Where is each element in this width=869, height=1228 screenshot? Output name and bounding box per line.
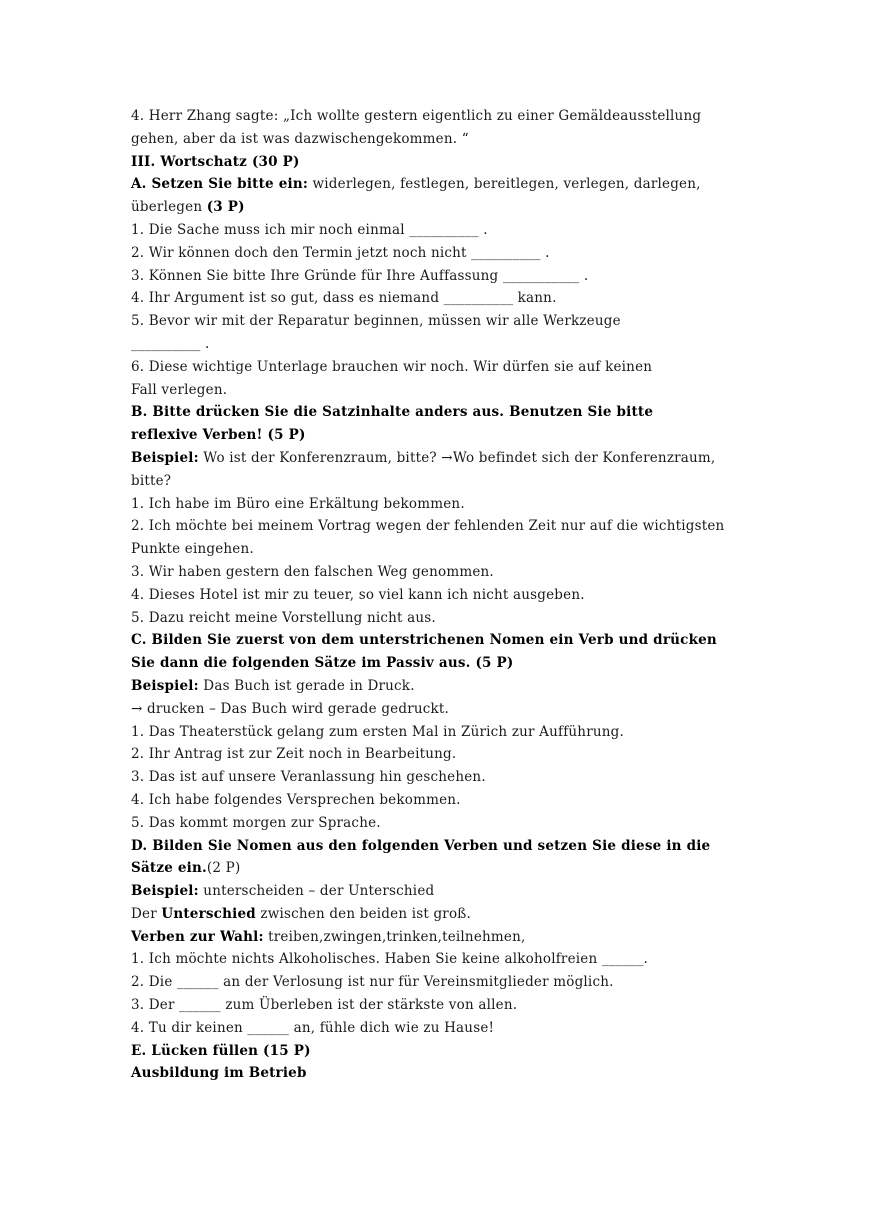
plain-text: (2 P) xyxy=(206,860,241,877)
text-line xyxy=(131,835,751,858)
plain-text: 4. Herr Zhang sagte: „Ich wollte gestern eigentlich zu einer Gemäldeausstellung xyxy=(131,108,702,124)
text-line xyxy=(131,994,751,1017)
plain-text: 2. Die ______ an der Verlosung ist nur für Vereinsmitglieder möglich. xyxy=(131,974,614,991)
plain-text: 1. Das Theaterstück gelang zum ersten Mal in Zürich zur Aufführung. xyxy=(131,723,624,740)
text-line xyxy=(131,424,751,447)
plain-text: Fall verlegen. xyxy=(131,381,228,398)
plain-text: Wo ist der Konferenzraum, bitte? →Wo befindet sich der Konferenzraum, xyxy=(198,449,716,466)
bold-text: C. Bilden Sie zuerst von dem unterstrichenen Nomen ein Verb und drücken xyxy=(131,632,717,649)
text-line xyxy=(131,493,751,516)
plain-text: 5. Dazu reicht meine Vorstellung nicht aus. xyxy=(131,609,436,626)
text-line xyxy=(131,242,751,265)
document-page xyxy=(131,105,751,1085)
bold-text: Unterschied xyxy=(161,905,256,922)
bold-text: Sätze ein. xyxy=(131,860,207,877)
plain-text: Das Buch ist gerade in Druck. xyxy=(198,677,415,694)
bold-text: Beispiel: xyxy=(131,883,199,900)
text-line xyxy=(131,379,751,402)
bold-text: Beispiel: xyxy=(131,449,199,466)
bold-text: Verben zur Wahl: xyxy=(131,928,264,945)
text-line xyxy=(131,1062,751,1085)
text-line xyxy=(131,903,751,926)
text-line xyxy=(131,151,751,174)
text-line xyxy=(131,287,751,310)
text-line xyxy=(131,447,751,470)
text-line xyxy=(131,926,751,949)
bold-text: reflexive Verben! (5 P) xyxy=(131,427,306,444)
text-line xyxy=(131,515,751,538)
plain-text: 4. Tu dir keinen ______ an, fühle dich wie zu Hause! xyxy=(131,1019,495,1036)
text-line xyxy=(131,789,751,812)
plain-text: treiben,zwingen,trinken,teilnehmen, xyxy=(263,928,526,945)
text-line xyxy=(131,310,751,333)
text-line xyxy=(131,698,751,721)
text-line xyxy=(131,629,751,652)
plain-text: 2. Wir können doch den Termin jetzt noch nicht __________ . xyxy=(131,244,550,261)
plain-text: 2. Ihr Antrag ist zur Zeit noch in Bearbeitung. xyxy=(131,746,457,763)
plain-text: überlegen xyxy=(131,199,207,216)
plain-text: Der xyxy=(131,905,162,922)
bold-text: D. Bilden Sie Nomen aus den folgenden Verben und setzen Sie diese in die xyxy=(131,837,711,854)
plain-text: bitte? xyxy=(131,472,172,489)
text-line xyxy=(131,721,751,744)
text-line xyxy=(131,219,751,242)
text-line xyxy=(131,196,751,219)
text-line xyxy=(131,812,751,835)
plain-text: 3. Der ______ zum Überleben ist der stärkste von allen. xyxy=(131,997,518,1014)
plain-text: 1. Die Sache muss ich mir noch einmal __________ . xyxy=(131,221,488,238)
text-line xyxy=(131,971,751,994)
text-line xyxy=(131,356,751,379)
text-line xyxy=(131,857,751,880)
plain-text: 4. Ihr Argument ist so gut, dass es niemand __________ kann. xyxy=(131,290,557,307)
text-line xyxy=(131,743,751,766)
text-line xyxy=(131,948,751,971)
text-line xyxy=(131,675,751,698)
bold-text: Sie dann die folgenden Sätze im Passiv aus. (5 P) xyxy=(131,655,514,672)
plain-text: widerlegen, festlegen, bereitlegen, verlegen, darlegen, xyxy=(308,176,701,193)
plain-text: zwischen den beiden ist groß. xyxy=(255,905,472,922)
text-line xyxy=(131,652,751,675)
text-line xyxy=(131,561,751,584)
plain-text: __________ . xyxy=(131,335,210,352)
text-line xyxy=(131,766,751,789)
plain-text: 1. Ich habe im Büro eine Erkältung bekommen. xyxy=(131,495,465,512)
plain-text: Punkte eingehen. xyxy=(131,541,254,558)
plain-text: 3. Das ist auf unsere Veranlassung hin geschehen. xyxy=(131,769,486,786)
bold-text: E. Lücken füllen (15 P) xyxy=(131,1042,311,1059)
plain-text: → drucken – Das Buch wird gerade gedruckt. xyxy=(131,700,449,717)
plain-text: 3. Wir haben gestern den falschen Weg genommen. xyxy=(131,563,494,580)
plain-text: 5. Bevor wir mit der Reparatur beginnen, müssen wir alle Werkzeuge xyxy=(131,313,621,330)
text-line xyxy=(131,470,751,493)
plain-text: 6. Diese wichtige Unterlage brauchen wir noch. Wir dürfen sie auf keinen xyxy=(131,358,653,375)
text-line xyxy=(131,1017,751,1040)
plain-text: 4. Ich habe folgendes Versprechen bekommen. xyxy=(131,791,461,808)
bold-text: III. Wortschatz (30 P) xyxy=(131,153,300,170)
plain-text: 3. Können Sie bitte Ihre Gründe für Ihre Auffassung ___________ . xyxy=(131,267,589,284)
text-line xyxy=(131,538,751,561)
bold-text: (3 P) xyxy=(206,199,245,216)
text-line xyxy=(131,105,751,128)
bold-text: B. Bitte drücken Sie die Satzinhalte anders aus. Benutzen Sie bitte xyxy=(131,404,654,421)
plain-text: unterscheiden – der Unterschied xyxy=(198,883,435,900)
text-line xyxy=(131,265,751,288)
plain-text: 4. Dieses Hotel ist mir zu teuer, so viel kann ich nicht ausgeben. xyxy=(131,586,585,603)
text-line xyxy=(131,584,751,607)
plain-text: gehen, aber da ist was dazwischengekommen. “ xyxy=(131,130,469,147)
plain-text: 5. Das kommt morgen zur Sprache. xyxy=(131,814,381,831)
text-line xyxy=(131,401,751,424)
text-line xyxy=(131,607,751,630)
text-line xyxy=(131,333,751,356)
plain-text: 2. Ich möchte bei meinem Vortrag wegen der fehlenden Zeit nur auf die wichtigsten xyxy=(131,518,725,535)
text-line xyxy=(131,1040,751,1063)
text-line xyxy=(131,128,751,151)
bold-text: A. Setzen Sie bitte ein: xyxy=(131,176,309,193)
bold-text: Beispiel: xyxy=(131,677,199,694)
text-line xyxy=(131,173,751,196)
plain-text: 1. Ich möchte nichts Alkoholisches. Haben Sie keine alkoholfreien ______. xyxy=(131,951,649,968)
bold-text: Ausbildung im Betrieb xyxy=(131,1065,307,1082)
text-line xyxy=(131,880,751,903)
